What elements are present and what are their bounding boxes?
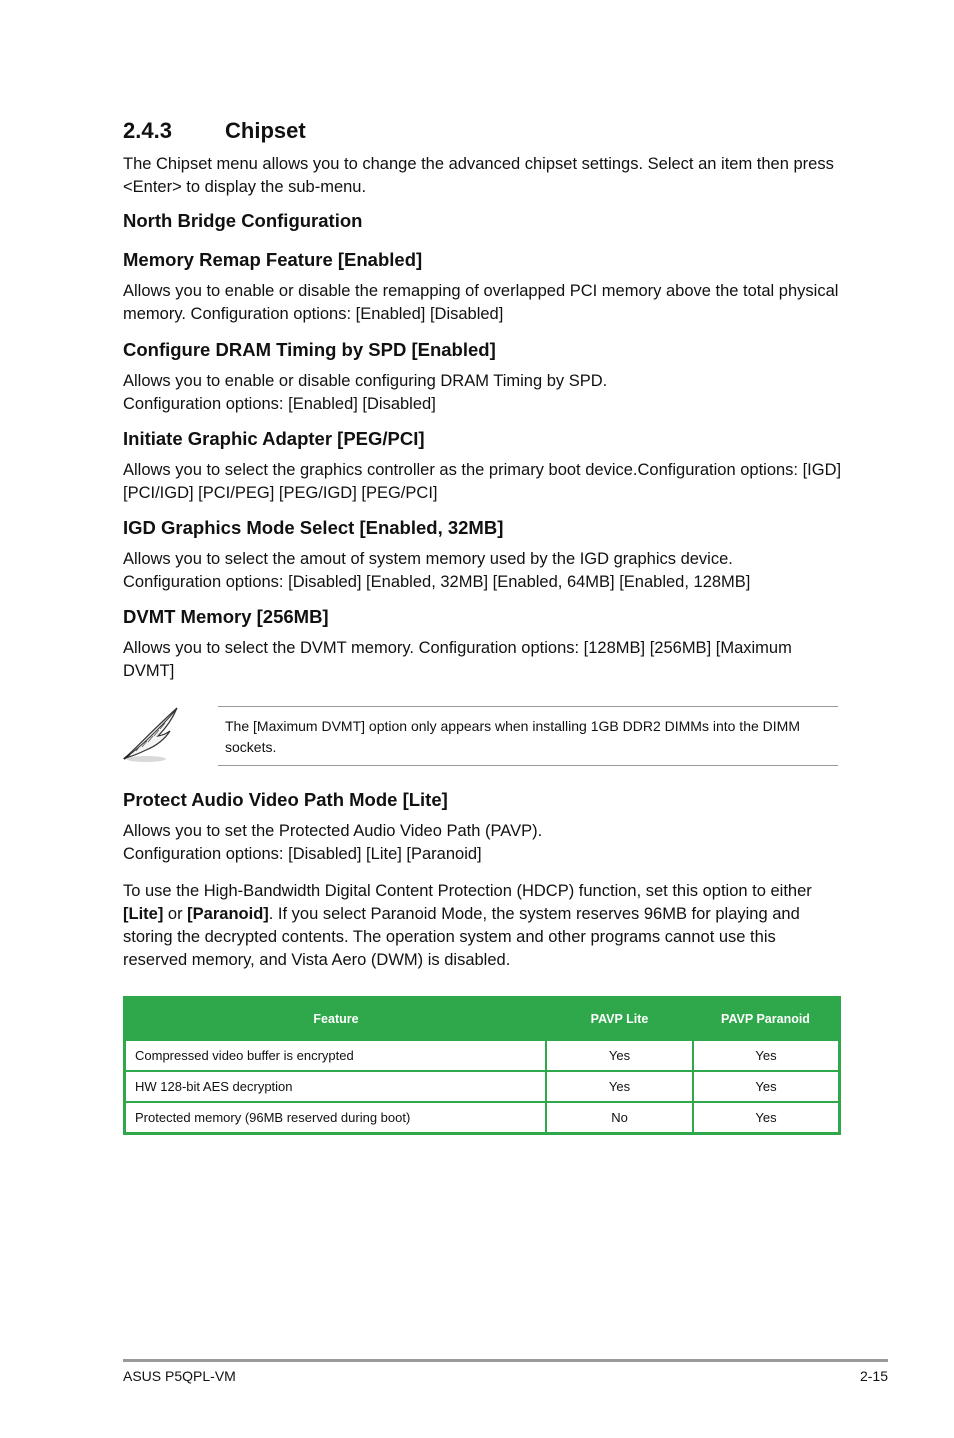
item-title-graphic-adapter: Initiate Graphic Adapter [PEG/PCI]: [123, 428, 425, 449]
item-desc-dvmt-memory: [123, 637, 843, 683]
item-desc-igd-mode: [123, 548, 843, 594]
hdcp-text: To use the High-Bandwidth Digital Content Protection (HDCP) function, set this option to either: [123, 882, 812, 900]
table-header-pavp-lite: PAVP Lite: [546, 998, 693, 1040]
hdcp-text: or: [163, 905, 188, 923]
table-cell: Yes: [546, 1071, 693, 1102]
table-cell: Yes: [546, 1040, 693, 1072]
section-title: Chipset: [225, 118, 306, 143]
item-title-memory-remap: Memory Remap Feature [Enabled]: [123, 249, 423, 270]
pavp-feature-table: [123, 996, 841, 1135]
section-heading: [123, 118, 306, 144]
hdcp-bold-paranoid: [Paranoid]: [187, 905, 269, 923]
subsection-heading: North Bridge Configuration: [123, 210, 363, 231]
item-title-dvmt-memory: DVMT Memory [256MB]: [123, 606, 329, 627]
note-top-rule: [218, 706, 838, 707]
table-header-pavp-paranoid: PAVP Paranoid: [693, 998, 840, 1040]
item-title-dram-timing: Configure DRAM Timing by SPD [Enabled]: [123, 339, 496, 360]
item-title-pavp: Protect Audio Video Path Mode [Lite]: [123, 789, 448, 810]
table-cell: Yes: [693, 1071, 840, 1102]
desc-line: Configuration options: [Enabled] [Disabled]: [123, 395, 436, 413]
item-desc-graphic-adapter: [123, 459, 843, 505]
desc-line: Allows you to enable or disable configuring DRAM Timing by SPD.: [123, 372, 608, 390]
table-cell: Yes: [693, 1040, 840, 1072]
table-row: [125, 1071, 840, 1102]
desc-line: Allows you to select the DVMT memory. Configuration options: [128MB] [256MB] [Maximum DVMT]: [123, 639, 792, 680]
table-cell: No: [546, 1102, 693, 1134]
hdcp-bold-lite: [Lite]: [123, 905, 164, 923]
table-row: [125, 1040, 840, 1072]
footer-product-name: ASUS P5QPL-VM: [123, 1368, 236, 1384]
section-number: 2.4.3: [123, 118, 172, 143]
desc-line: Allows you to set the Protected Audio Video Path (PAVP).: [123, 822, 543, 840]
footer-page-number: 2-15: [859, 1368, 888, 1384]
item-title-igd-mode: IGD Graphics Mode Select [Enabled, 32MB]: [123, 517, 504, 538]
table-cell: Compressed video buffer is encrypted: [125, 1040, 547, 1072]
feather-pen-icon: [120, 706, 182, 764]
table-cell: HW 128-bit AES decryption: [125, 1071, 547, 1102]
table-cell: Yes: [693, 1102, 840, 1134]
intro-paragraph: The Chipset menu allows you to change the advanced chipset settings. Select an item then press <Enter> to display the sub-menu.: [123, 155, 834, 196]
note-text: The [Maximum DVMT] option only appears when installing 1GB DDR2 DIMMs into the DIMM sockets.: [225, 718, 800, 755]
table-row: [125, 1102, 840, 1134]
table-header-row: [125, 998, 840, 1040]
hdcp-text: . If you select Paranoid Mode, the system reserves 96MB for playing and storing the decrypted contents. The operation system and other programs cannot use this reserved memory, and Vista Aero (DWM) is disabled.: [123, 905, 800, 969]
desc-line: Allows you to select the amout of system memory used by the IGD graphics device.: [123, 550, 733, 568]
desc-line: Allows you to select the graphics controller as the primary boot device.Configuration options: [IGD] [PCI/IGD] [PCI/PEG] [PEG/IGD] [PEG/PCI]: [123, 461, 842, 502]
hdcp-paragraph: [123, 880, 841, 972]
note-bottom-rule: [218, 765, 838, 766]
item-desc-pavp: [123, 820, 843, 866]
desc-line: Configuration options: [Disabled] [Enabled, 32MB] [Enabled, 64MB] [Enabled, 128MB]: [123, 573, 751, 591]
item-desc-memory-remap: [123, 280, 843, 326]
table-cell: Protected memory (96MB reserved during boot): [125, 1102, 547, 1134]
item-desc-dram-timing: [123, 370, 843, 416]
desc-line: Configuration options: [Disabled] [Lite] [Paranoid]: [123, 845, 482, 863]
table-header-feature: Feature: [125, 998, 547, 1040]
footer-rule: [123, 1359, 888, 1362]
desc-line: Allows you to enable or disable the remapping of overlapped PCI memory above the total physical memory. Configuration options: [Enabled] [Disabled]: [123, 282, 839, 323]
